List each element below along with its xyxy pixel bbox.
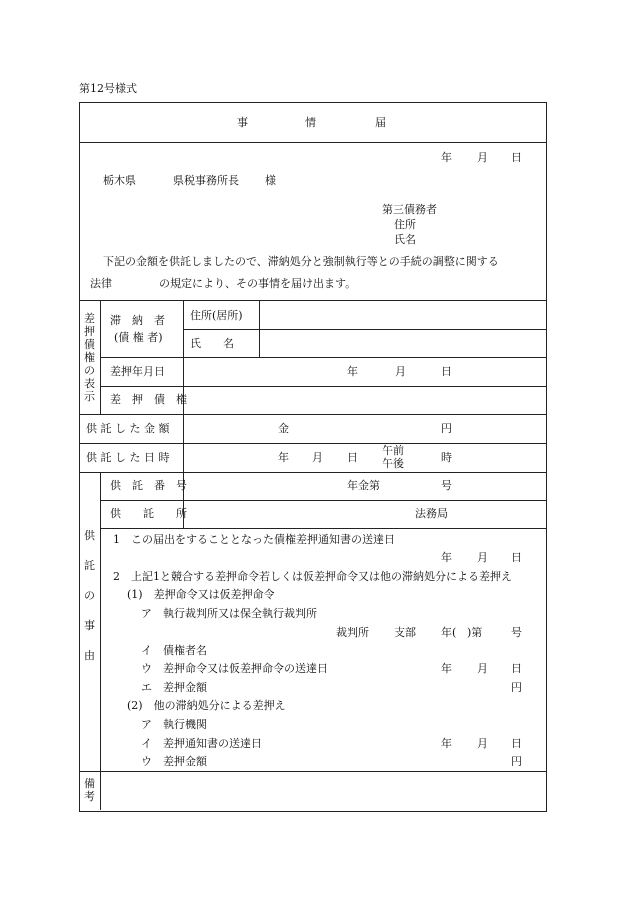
item1-date-day: 日 — [511, 551, 522, 564]
deposit-date-day: 日 — [347, 451, 358, 464]
deposit-amount-unit: 円 — [441, 422, 452, 435]
addressee-prefecture: 栃木県 — [103, 174, 136, 187]
title-char-3: 届 — [375, 116, 386, 129]
deposit-number-label: 供 託 番 号 — [110, 479, 187, 492]
addressee-office: 県税事務所長 — [173, 174, 239, 187]
rule-header-bottom — [79, 300, 546, 301]
reason-sub-2-u: ウ 差押金額 — [141, 755, 207, 768]
rule-address-bottom — [183, 329, 546, 330]
item1-date-month: 月 — [477, 551, 488, 564]
rule-delinquent-bottom — [100, 357, 546, 358]
reason-vertical-label: 供 託 の 事 由 — [84, 529, 95, 663]
deposit-date-year: 年 — [278, 451, 289, 464]
seized-claim-label: 差 押 債 権 — [110, 393, 187, 406]
deposit-amount-label: 供 託 し た 金 額 — [86, 422, 170, 435]
sub2i-date-month: 月 — [477, 737, 488, 750]
reason-sub-1: (1) 差押命令又は仮差押命令 — [127, 588, 275, 601]
court-label: 裁判所 — [336, 626, 369, 639]
header-date-day: 日 — [511, 151, 522, 164]
reason-sub-1-e: エ 差押金額 — [141, 681, 207, 694]
deposit-date-pm: 午後 — [382, 457, 404, 470]
sub1u-date-month: 月 — [477, 662, 488, 675]
reason-sub-2-a: ア 執行機関 — [141, 718, 207, 731]
reason-sub-1-i: イ 債権者名 — [141, 644, 207, 657]
third-party-debtor-label: 第三債務者 — [382, 203, 437, 216]
deposit-number-suffix: 号 — [441, 479, 452, 492]
branch-label: 支部 — [394, 626, 416, 639]
case-year-label: 年( — [441, 626, 457, 639]
seizure-date-label: 差押年月日 — [110, 365, 165, 378]
seizure-date-year: 年 — [347, 365, 358, 378]
seized-claim-vertical-label: 差 押 債 権 の 表 示 — [84, 312, 95, 403]
declaration-line-2: の規定により、その事情を届け出ます。 — [159, 277, 357, 290]
seizure-date-day: 日 — [441, 365, 452, 378]
sub2i-date-day: 日 — [511, 737, 522, 750]
name-label: 氏 名 — [190, 337, 234, 350]
rule-value-column — [183, 300, 184, 528]
delinquent-label: 滞 納 者 — [110, 314, 165, 327]
third-party-address-label: 住所 — [394, 218, 416, 231]
delinquent-creditor-label: (債 権 者) — [114, 331, 163, 344]
reason-sub-2-i: イ 差押通知書の送達日 — [141, 737, 262, 750]
remarks-vertical-label: 備 考 — [84, 777, 95, 803]
sub2u-unit: 円 — [511, 755, 522, 768]
case-number-suffix: 号 — [511, 626, 522, 639]
sub1e-unit: 円 — [511, 681, 522, 694]
address-label: 住所(居所) — [190, 309, 243, 322]
rule-left-label-column-2 — [100, 472, 101, 810]
form-number: 第12号様式 — [79, 82, 137, 95]
rule-title-bottom — [79, 142, 546, 143]
case-number-prefix: )第 — [467, 626, 483, 639]
rule-deposit-number-bottom — [100, 500, 546, 501]
third-party-name-label: 氏名 — [394, 233, 416, 246]
header-date-year: 年 — [441, 151, 452, 164]
rule-seized-claim-bottom — [79, 414, 546, 415]
reason-item-2: 2 上記1と競合する差押命令若しくは仮差押命令又は他の滞納処分による差押え — [113, 570, 512, 583]
deposit-amount-prefix: 金 — [278, 422, 289, 435]
sub1u-date-day: 日 — [511, 662, 522, 675]
rule-reason-bottom — [79, 771, 546, 772]
rule-sublabel-column — [259, 300, 260, 357]
deposit-date-am: 午前 — [382, 444, 404, 457]
reason-sub-1-a: ア 執行裁判所又は保全執行裁判所 — [141, 607, 317, 620]
rule-amount-bottom — [79, 443, 546, 444]
deposit-office-label: 供 託 所 — [110, 507, 187, 520]
deposit-number-prefix: 年金第 — [347, 479, 380, 492]
title-char-2: 情 — [305, 116, 316, 129]
rule-deposit-office-bottom — [100, 528, 546, 529]
rule-left-label-column — [100, 300, 101, 414]
deposit-office-value: 法務局 — [415, 507, 448, 520]
title-char-1: 事 — [237, 116, 248, 129]
deposit-date-month: 月 — [312, 451, 323, 464]
seizure-date-month: 月 — [395, 365, 406, 378]
reason-item-1: 1 この届出をすることとなった債権差押通知書の送達日 — [113, 533, 395, 546]
sub1u-date-year: 年 — [441, 662, 452, 675]
deposit-date-label: 供 託 し た 日 時 — [86, 451, 170, 464]
item1-date-year: 年 — [441, 551, 452, 564]
sub2i-date-year: 年 — [441, 737, 452, 750]
header-date-month: 月 — [477, 151, 488, 164]
addressee-honorific: 様 — [265, 174, 276, 187]
reason-sub-1-u: ウ 差押命令又は仮差押命令の送達日 — [141, 662, 328, 675]
rule-seizure-date-bottom — [100, 386, 546, 387]
rule-date-bottom — [79, 472, 546, 473]
declaration-law-label: 法律 — [90, 277, 112, 290]
declaration-line-1: 下記の金額を供託しましたので、滞納処分と強制執行等との手続の調整に関する — [103, 255, 499, 268]
reason-sub-2: (2) 他の滞納処分による差押え — [127, 699, 286, 712]
deposit-date-hour: 時 — [441, 451, 452, 464]
